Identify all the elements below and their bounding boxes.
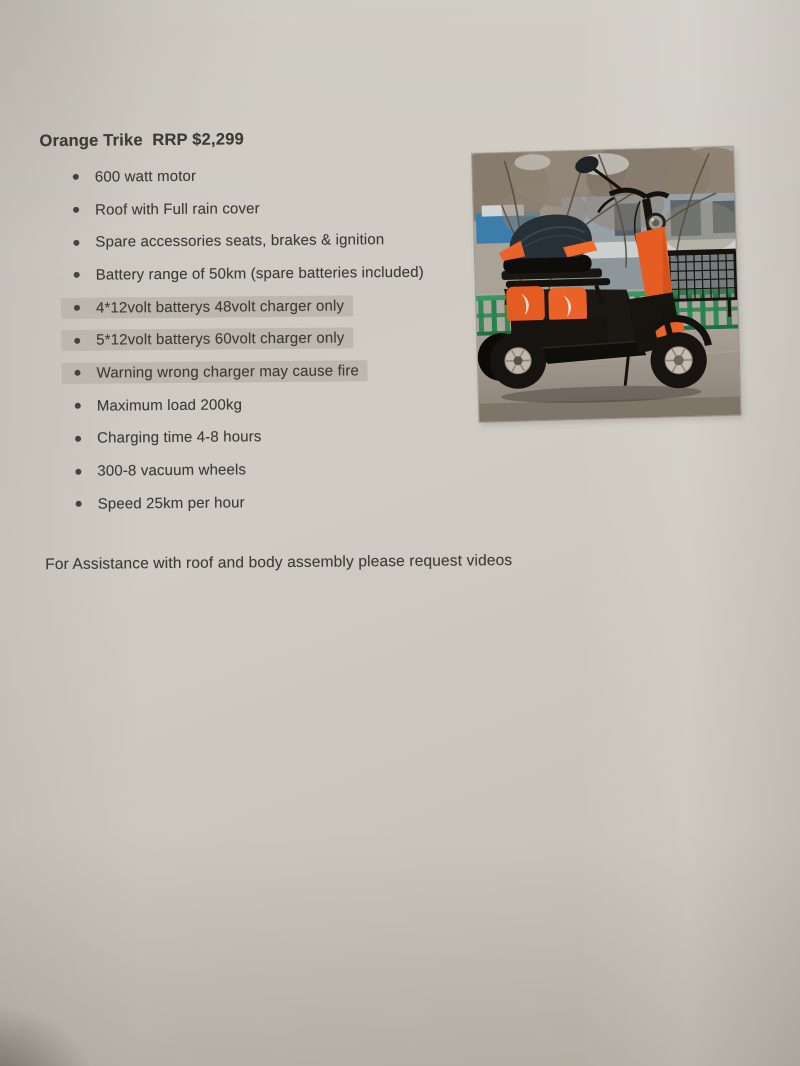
bullet-text: 5*12volt batterys 60volt charger only — [96, 329, 345, 349]
bullet-row — [62, 426, 271, 449]
trike-photo-illustration — [472, 147, 740, 422]
bullet-text: Battery range of 50km (spare batteries included) — [95, 263, 424, 284]
bullet-dot-icon — [76, 501, 82, 507]
bullet-item-highlighted — [61, 321, 433, 357]
bullet-item — [61, 256, 433, 292]
bullet-text: Speed 25km per hour — [97, 494, 245, 513]
bullet-item-highlighted — [61, 288, 433, 324]
bullet-item-highlighted — [61, 354, 433, 390]
product-photo — [472, 147, 740, 422]
bullet-text: 600 watt motor — [94, 167, 197, 186]
bullet-row — [60, 166, 206, 188]
bullet-text: 4*12volt batterys 48volt charger only — [95, 297, 345, 317]
spec-list — [60, 158, 435, 521]
bullet-dot-icon — [73, 207, 79, 213]
bullet-text: Roof with Full rain cover — [95, 199, 260, 219]
bullet-text: Charging time 4-8 hours — [97, 428, 262, 447]
bullet-row — [62, 394, 251, 417]
bullet-row — [63, 492, 254, 515]
bullet-dot-icon — [75, 468, 81, 474]
bullet-dot-icon — [74, 305, 80, 311]
bullet-row — [62, 459, 255, 482]
bullet-row — [60, 229, 393, 253]
bullet-row — [61, 328, 353, 352]
bullet-dot-icon — [74, 272, 80, 278]
bullet-dot-icon — [74, 370, 80, 376]
bullet-item — [60, 158, 432, 194]
bullet-text: 300-8 vacuum wheels — [97, 461, 247, 480]
bullet-item — [62, 387, 434, 423]
bullet-item — [60, 190, 432, 226]
bullet-dot-icon — [73, 240, 79, 246]
bullet-dot-icon — [73, 174, 79, 180]
bullet-item — [63, 485, 435, 521]
bullet-row — [61, 360, 368, 384]
bullet-dot-icon — [75, 436, 81, 442]
bullet-row — [61, 262, 433, 286]
bullet-dot-icon — [74, 338, 80, 344]
bullet-text: Warning wrong charger may cause fire — [96, 362, 360, 382]
bullet-row — [60, 198, 269, 221]
bullet-text: Maximum load 200kg — [96, 396, 243, 415]
bullet-text: Spare accessories seats, brakes & ignition — [95, 231, 385, 251]
document-title: Orange Trike RRP $2,299 — [39, 130, 245, 151]
bullet-dot-icon — [75, 403, 81, 409]
bullet-item — [62, 452, 434, 488]
assembly-note: For Assistance with roof and body assembly please request videos — [45, 552, 513, 574]
bullet-row — [61, 295, 353, 319]
bullet-item — [60, 223, 432, 259]
bullet-item — [62, 419, 434, 455]
